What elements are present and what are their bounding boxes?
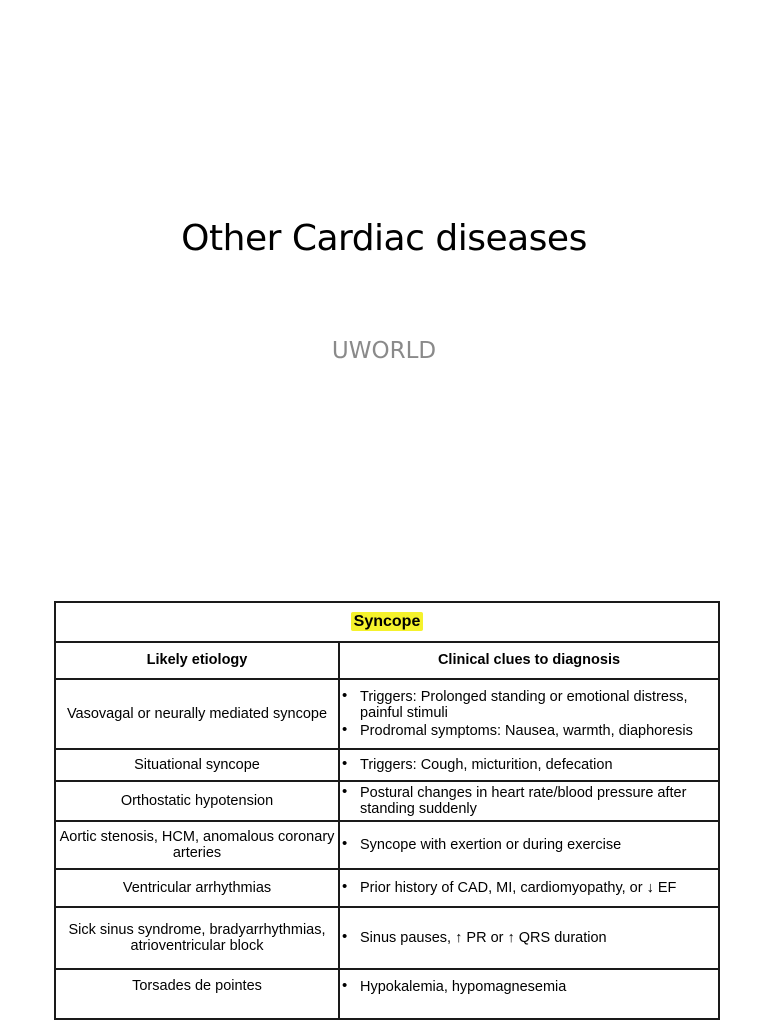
clues-list	[340, 880, 718, 896]
clues-cell	[339, 679, 719, 749]
table-header-row	[55, 642, 719, 679]
clue-item: • Prior history of CAD, MI, cardiomyopathy, or ↓ EF	[340, 880, 718, 896]
etiology-cell: Vasovagal or neurally mediated syncope	[55, 679, 339, 749]
slide-subtitle: UWORLD	[331, 338, 437, 364]
etiology-cell: Aortic stenosis, HCM, anomalous coronary arteries	[55, 821, 339, 869]
etiology-cell: Torsades de pointes	[55, 969, 339, 1019]
clues-cell	[339, 907, 719, 969]
clues-list	[340, 979, 718, 995]
clue-item: • Prodromal symptoms: Nausea, warmth, diaphoresis	[340, 723, 718, 739]
table-row	[55, 969, 719, 1019]
clue-item: • Postural changes in heart rate/blood pressure after standing suddenly	[340, 785, 718, 817]
table-title: Syncope	[351, 612, 424, 631]
header-clues: Clinical clues to diagnosis	[339, 642, 719, 679]
clue-item: • Sinus pauses, ↑ PR or ↑ QRS duration	[340, 930, 718, 946]
clue-item: • Syncope with exertion or during exercise	[340, 837, 718, 853]
syncope-table	[54, 601, 720, 1020]
clue-item: • Triggers: Prolonged standing or emotional distress, painful stimuli	[340, 689, 718, 721]
clues-list	[340, 930, 718, 946]
clue-item: • Triggers: Cough, micturition, defecation	[340, 757, 718, 773]
table-row	[55, 679, 719, 749]
table-row	[55, 781, 719, 821]
etiology-cell: Situational syncope	[55, 749, 339, 781]
clues-cell	[339, 781, 719, 821]
clues-cell	[339, 821, 719, 869]
table-row	[55, 869, 719, 907]
clues-cell	[339, 969, 719, 1019]
etiology-cell: Sick sinus syndrome, bradyarrhythmias, atrioventricular block	[55, 907, 339, 969]
slide-title: Other Cardiac diseases	[181, 218, 587, 259]
clues-list	[340, 757, 718, 773]
clues-list	[340, 837, 718, 853]
clues-list	[340, 785, 718, 817]
etiology-cell: Orthostatic hypotension	[55, 781, 339, 821]
header-etiology: Likely etiology	[55, 642, 339, 679]
clues-cell	[339, 749, 719, 781]
clues-cell	[339, 869, 719, 907]
table-title-cell	[55, 602, 719, 642]
table-row	[55, 749, 719, 781]
table-row	[55, 821, 719, 869]
clue-item: • Hypokalemia, hypomagnesemia	[340, 979, 718, 995]
syncope-table-image	[46, 596, 736, 1024]
table-title-row	[55, 602, 719, 642]
etiology-cell: Ventricular arrhythmias	[55, 869, 339, 907]
clues-list	[340, 689, 718, 739]
table-row	[55, 907, 719, 969]
